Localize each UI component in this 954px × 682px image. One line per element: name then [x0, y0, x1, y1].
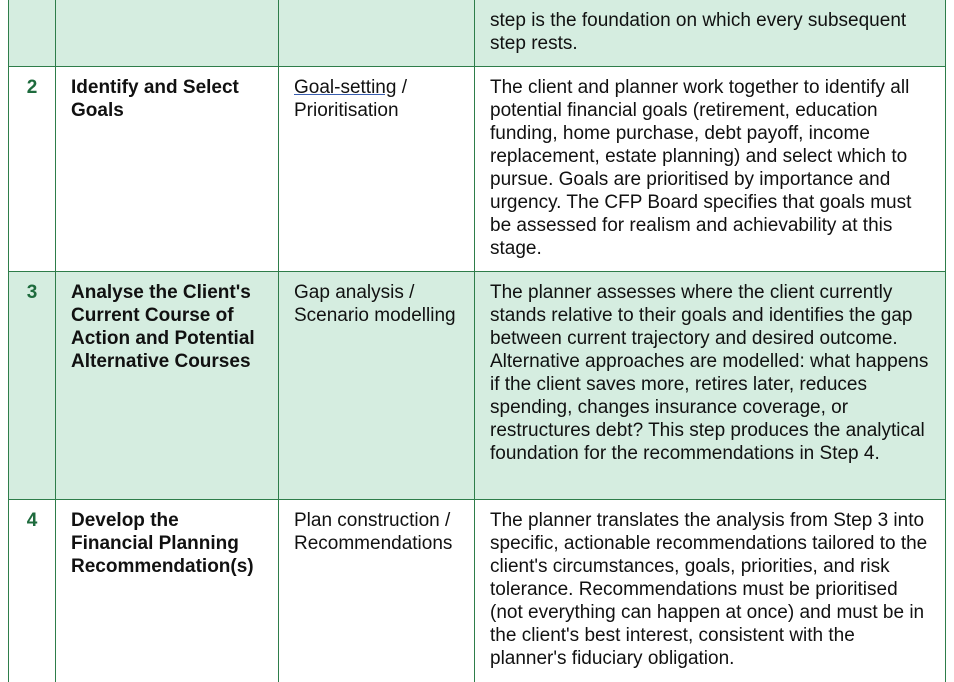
step-number: 4: [9, 499, 56, 682]
step-number: [9, 0, 56, 66]
step-description: The planner translates the analysis from Step 3 into specific, actionable recommendations tailored to the client's circumstances, goals, priorities, and risk tolerance. Recommendations must be prioritised (not everything can happen at once) and must be in the client's best interest, consistent with the planner's fiduciary obligation.: [475, 499, 946, 682]
step-number: 2: [9, 66, 56, 271]
step-number: 3: [9, 271, 56, 499]
step-method: Plan construction / Recommendations: [279, 499, 475, 682]
step-description: The planner assesses where the client currently stands relative to their goals and identifies the gap between current trajectory and desired outcome. Alternative approaches are modelled: what happens if the client saves more, retires later, reduces spending, changes insurance coverage, or restructures debt? This step produces the analytical foundation for the recommendations in Step 4.: [475, 271, 946, 499]
step-method: [279, 66, 475, 271]
step-method: [279, 0, 475, 66]
table-row: [9, 66, 946, 271]
step-description: step is the foundation on which every subsequent step rests.: [475, 0, 946, 66]
step-name: Analyse the Client's Current Course of Action and Potential Alternative Courses: [56, 271, 279, 499]
step-name: Develop the Financial Planning Recommendation(s): [56, 499, 279, 682]
step-description: The client and planner work together to identify all potential financial goals (retirement, education funding, home purchase, debt payoff, income replacement, estate planning) and select which to pursue. Goals are prioritised by importance and urgency. The CFP Board specifies that goals must be assessed for realism and achievability at this stage.: [475, 66, 946, 271]
method-rest: / Prioritisation: [294, 76, 408, 121]
step-name: [56, 0, 279, 66]
step-name: Identify and Select Goals: [56, 66, 279, 271]
step-method: Gap analysis / Scenario modelling: [279, 271, 475, 499]
planning-steps-table: [8, 0, 946, 682]
table-row: [9, 0, 946, 66]
table-row: [9, 271, 946, 499]
table-row: [9, 499, 946, 682]
method-underlined-term: Goal-setting: [294, 76, 397, 98]
